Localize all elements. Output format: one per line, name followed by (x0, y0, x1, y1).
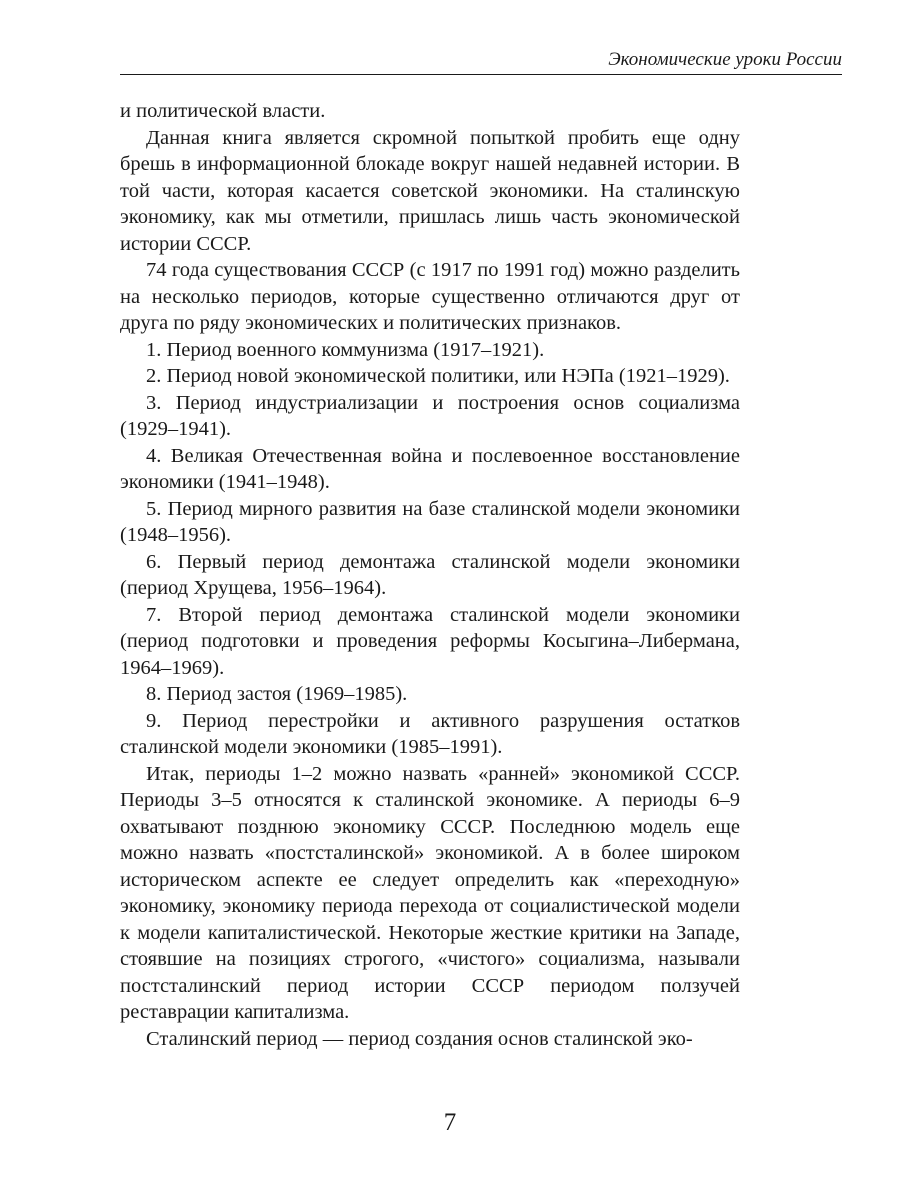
list-item: 4. Великая Отечественная война и послевоенное восстановление экономики (1941–1948). (120, 444, 740, 493)
list-item: 9. Период перестройки и активного разрушения остатков сталинской модели экономики (1985–1991). (120, 709, 740, 758)
list-item: 7. Второй период демонтажа сталинской модели экономики (период подготовки и проведения реформы Косыгина–Либермана, 1964–1969). (120, 603, 740, 679)
paragraph: и политической власти. (120, 100, 326, 122)
list-item: 2. Период новой экономической политики, или НЭПа (1921–1929). (146, 365, 730, 387)
list-item: 5. Период мирного развития на базе сталинской модели экономики (1948–1956). (120, 497, 740, 546)
list-item: 1. Период военного коммунизма (1917–1921). (146, 338, 545, 361)
header-rule (120, 74, 842, 75)
body-text (120, 98, 740, 1052)
running-head-title: Экономические уроки России (608, 49, 842, 70)
list-item: 3. Период индустриализации и построения основ социализма (1929–1941). (120, 391, 740, 440)
page-number: 7 (443, 1109, 457, 1136)
list-item: 8. Период застоя (1969–1985). (146, 683, 408, 705)
paragraph: Итак, периоды 1–2 можно назвать «ранней» экономикой СССР. Периоды 3–5 относятся к сталинской экономике. А периоды 6–9 охватывают позднюю экономику СССР. Последнюю модель еще можно назвать «постсталинской» экономикой. А в более широком историческом аспекте ее следует определить как «переходную» экономику, экономику периода перехода от социалистической модели к модели капиталистической. Некоторые жесткие критики на Западе, стоявшие на позициях строгого, «чистого» социализма, называли постсталинский период истории СССР периодом ползучей реставрации капитализма. (120, 762, 740, 1023)
paragraph: 74 года существования СССР (с 1917 по 1991 год) можно разделить на несколько периодов, которые существенно отличаются друг от друга по ряду экономических и политических признаков. (120, 259, 740, 334)
paragraph: Данная книга является скромной попыткой пробить еще одну брешь в информационной блокаде вокруг нашей недавней истории. В той части, которая касается советской экономики. На сталинскую экономику, как мы отметили, пришлась лишь часть экономической истории СССР. (120, 126, 740, 255)
paragraph: Сталинский период — период создания основ сталинской эко- (146, 1027, 693, 1050)
list-item: 6. Первый период демонтажа сталинской модели экономики (период Хрущева, 1956–1964). (120, 550, 740, 599)
